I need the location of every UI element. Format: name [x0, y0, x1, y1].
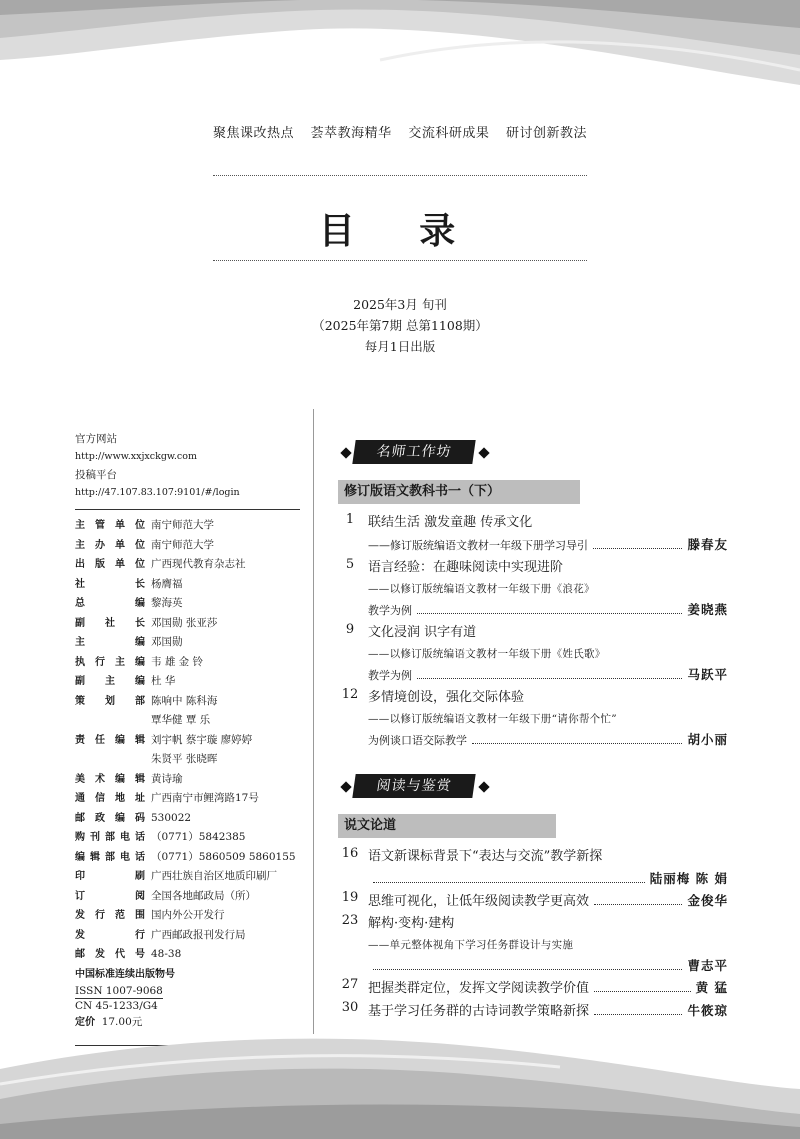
- article-entry[interactable]: [338, 890, 728, 913]
- masthead-label: 美术编辑: [75, 773, 145, 785]
- article-author: 姜晓燕: [687, 602, 728, 617]
- article-entry[interactable]: [338, 622, 728, 687]
- submit-label: 投稿平台: [75, 469, 117, 481]
- article-author-line: [368, 729, 728, 752]
- top-wave-decoration: [0, 0, 800, 120]
- masthead-label: 发行: [75, 929, 145, 941]
- website-url[interactable]: http://www.xxjxckgw.com: [75, 451, 197, 462]
- masthead-value-line: 48-38: [151, 948, 182, 960]
- masthead-value-line: 广西邮政报刊发行局: [151, 928, 246, 941]
- page-title: 目 录: [318, 210, 482, 252]
- article-author-line: [368, 955, 728, 977]
- article-author: 胡小丽: [687, 732, 728, 747]
- issue-date: 2025年3月 旬刊: [353, 297, 447, 312]
- issue-number: （2025年第7期 总第1108期）: [312, 318, 488, 333]
- cn-number: CN 45-1233/G4: [75, 999, 158, 1012]
- leader-dots: [594, 904, 682, 905]
- masthead-row: [75, 555, 310, 575]
- masthead-value-line: 邓国勋 张亚莎: [151, 616, 218, 629]
- article-title: 语言经验：在趣味阅读中实现进阶: [368, 560, 564, 575]
- masthead-row: [75, 575, 310, 595]
- masthead-value-line: 韦 雄 金 铃: [151, 655, 204, 668]
- masthead-row: [75, 594, 310, 614]
- page-number: 9: [345, 622, 355, 637]
- article-entry[interactable]: [338, 846, 728, 890]
- masthead-label: 社长: [75, 578, 145, 590]
- bottom-wave-decoration: [0, 1029, 800, 1139]
- article-entry[interactable]: [338, 1000, 728, 1023]
- masthead-value-line: 南宁师范大学: [151, 519, 214, 531]
- leader-dots: [594, 991, 691, 992]
- masthead-label: 通信地址: [75, 793, 145, 804]
- diamond-icon: [340, 781, 351, 792]
- masthead-label: 印刷: [75, 871, 145, 882]
- page-number: 16: [341, 846, 359, 861]
- article-title: 语文新课标背景下“表达与交流”教学新探: [368, 849, 603, 864]
- article-author: 牛筱琼: [687, 1003, 728, 1018]
- masthead-value-line: 黎海英: [151, 597, 183, 609]
- masthead-label: 策划部: [75, 695, 145, 707]
- masthead-row: [75, 906, 310, 926]
- masthead-label: 执行主编: [75, 656, 145, 668]
- article-entry[interactable]: [338, 557, 728, 622]
- article-entry[interactable]: [338, 913, 728, 977]
- leader-dots: [472, 743, 682, 744]
- masthead-value: [151, 809, 310, 829]
- masthead-value: [151, 633, 310, 653]
- masthead-value-line: （0771）5860509 5860155: [151, 850, 296, 863]
- masthead-value-line: 刘宇帆 蔡宇璇 廖婷婷: [151, 733, 253, 746]
- masthead-label: 主管单位: [75, 520, 145, 531]
- article-subtitle: ——以修订版统编语文教材一年级下册《浪花》: [368, 583, 595, 595]
- article-subtitle-cont: 为例谈口语交际教学: [368, 734, 467, 747]
- article-subtitle: ——单元整体视角下学习任务群设计与实施: [368, 939, 574, 951]
- masthead-label: 邮发代号: [75, 949, 145, 960]
- masthead-value: [151, 555, 310, 575]
- masthead-row: [75, 672, 310, 692]
- section-heading: [338, 440, 728, 466]
- masthead-value: [151, 672, 310, 692]
- article-title-line: [368, 890, 728, 913]
- article-entry[interactable]: [338, 512, 728, 557]
- article-author: 曹志平: [687, 958, 728, 973]
- masthead-value-line: 广西南宁市鲤湾路17号: [151, 792, 259, 804]
- article-title: 思维可视化，让低年级阅读教学更高效: [368, 894, 590, 909]
- masthead-row: [75, 926, 310, 946]
- masthead-rows: [75, 516, 310, 965]
- article-subtitle-line: [368, 534, 728, 557]
- article-author-line: [368, 664, 728, 687]
- page-number: 23: [341, 913, 359, 928]
- article-author-line: [368, 868, 728, 890]
- masthead-value-line: 南宁师范大学: [151, 538, 214, 551]
- masthead-label: 副主编: [75, 676, 145, 687]
- page-number: 12: [341, 687, 359, 702]
- column-heading: 说文论道: [338, 814, 556, 838]
- section-heading: [338, 774, 728, 800]
- masthead-row: [75, 516, 310, 536]
- masthead-value-line: 530022: [151, 811, 192, 824]
- masthead-label: 副社长: [75, 617, 145, 629]
- issn: ISSN 1007-9068: [75, 984, 163, 997]
- masthead-row: [75, 867, 310, 887]
- masthead-value: [151, 516, 310, 536]
- leader-dots: [373, 969, 682, 970]
- masthead-value-line: 国内外公开发行: [151, 909, 225, 921]
- price-value: 17.00元: [101, 1015, 143, 1028]
- divider-top: [213, 175, 587, 176]
- masthead-value-line: 覃华健 覃 乐: [151, 714, 211, 726]
- masthead-rule: [75, 509, 300, 510]
- masthead-value-line: 杜 华: [151, 675, 176, 687]
- article-subtitle-cont: 教学为例: [368, 604, 412, 617]
- leader-dots: [594, 1014, 682, 1015]
- masthead-row: [75, 653, 310, 673]
- masthead-label: 总编: [75, 598, 145, 609]
- submit-url[interactable]: http://47.107.83.107:9101/#/login: [75, 487, 240, 498]
- masthead-row: [75, 731, 310, 770]
- masthead-label: 主办单位: [75, 539, 145, 551]
- article-title: 解构·变构·建构: [368, 916, 455, 931]
- article-author: 陆丽梅 陈 娟: [649, 871, 728, 886]
- masthead-value: [151, 867, 310, 887]
- section-title: 名师工作坊: [352, 440, 475, 464]
- leader-dots: [417, 613, 682, 614]
- issue-publish: 每月1日出版: [364, 339, 436, 354]
- masthead-row: [75, 828, 310, 848]
- page-number: 19: [341, 890, 359, 905]
- article-author: 金俊华: [687, 893, 728, 908]
- article-author: 马跃平: [687, 667, 728, 682]
- divider-bottom: [213, 260, 587, 261]
- article-subtitle-cont: 教学为例: [368, 669, 412, 682]
- leader-dots: [373, 882, 645, 883]
- article-author: 滕春友: [687, 537, 728, 552]
- masthead-row: [75, 887, 310, 907]
- section-title: 阅读与鉴赏: [352, 774, 475, 798]
- masthead-value: [151, 575, 310, 595]
- masthead-label: 购刊部电话: [75, 832, 145, 843]
- diamond-icon: [478, 781, 489, 792]
- slogan-3: 交流科研成果: [408, 126, 490, 141]
- masthead-label: 主编: [75, 637, 145, 648]
- masthead-value: [151, 614, 310, 634]
- masthead-row: [75, 536, 310, 556]
- article-author-line: [368, 599, 728, 622]
- article-author: 黄 猛: [695, 980, 728, 995]
- diamond-icon: [340, 447, 351, 458]
- price-label: 定价: [75, 1016, 95, 1028]
- masthead-value: [151, 906, 310, 926]
- masthead-value: [151, 789, 310, 809]
- masthead: [75, 430, 310, 1032]
- article-entry[interactable]: [338, 977, 728, 1000]
- article-subtitle: ——修订版统编语文教材一年级下册学习导引: [368, 539, 588, 552]
- column-heading: 修订版语文教科书一（下）: [338, 480, 580, 504]
- masthead-row: [75, 789, 310, 809]
- masthead-value-line: 陈响中 陈科海: [151, 694, 218, 707]
- table-of-contents: [338, 440, 728, 1023]
- masthead-label: 邮政编码: [75, 812, 145, 824]
- masthead-value: [151, 887, 310, 907]
- article-title: 多情境创设，强化交际体验: [368, 690, 525, 705]
- masthead-value-line: （0771）5842385: [151, 831, 246, 843]
- issue-info: [0, 294, 800, 357]
- masthead-value-line: 广西现代教育杂志社: [151, 558, 246, 570]
- masthead-row: [75, 945, 310, 965]
- masthead-value-line: 全国各地邮政局（所）: [151, 889, 256, 902]
- masthead-label: 出版单位: [75, 559, 145, 570]
- slogan-4: 研讨创新教法: [505, 126, 587, 141]
- page-number: 1: [345, 512, 355, 527]
- page-number: 30: [341, 1000, 359, 1015]
- std-serial-label: 中国标准连续出版物号: [75, 968, 175, 980]
- masthead-value-line: 广西壮族自治区地质印刷厂: [151, 870, 277, 882]
- masthead-value: [151, 594, 310, 614]
- masthead-label: 编辑部电话: [75, 851, 145, 863]
- masthead-label: 发行范围: [75, 910, 145, 921]
- article-subtitle: ——以修订版统编语文教材一年级下册“请你帮个忙”: [368, 713, 617, 725]
- article-entry[interactable]: [338, 687, 728, 752]
- masthead-label: 责任编辑: [75, 734, 145, 746]
- slogan-1: 聚焦课改热点: [213, 126, 295, 141]
- masthead-value-line: 邓国勋: [151, 636, 183, 648]
- slogan-2: 荟萃教海精华: [310, 126, 392, 141]
- article-title: 基于学习任务群的古诗词教学策略新探: [368, 1004, 590, 1019]
- article-title: 联结生活 激发童趣 传承文化: [368, 515, 533, 530]
- masthead-row: [75, 770, 310, 790]
- slogan-line: [0, 122, 800, 141]
- masthead-value: [151, 848, 310, 868]
- leader-dots: [417, 678, 682, 679]
- masthead-value: [151, 828, 310, 848]
- column-divider: [313, 409, 314, 1034]
- masthead-value-line: 杨膺福: [151, 577, 183, 590]
- masthead-value: [151, 945, 310, 965]
- masthead-value: [151, 692, 310, 731]
- article-title: 文化浸润 识字有道: [368, 625, 477, 640]
- masthead-row: [75, 848, 310, 868]
- masthead-value: [151, 731, 310, 770]
- masthead-row: [75, 633, 310, 653]
- diamond-icon: [478, 447, 489, 458]
- article-subtitle: ——以修订版统编语文教材一年级下册《姓氏歌》: [368, 648, 606, 660]
- article-title-line: [368, 977, 728, 1000]
- masthead-label: 订阅: [75, 890, 145, 902]
- page-number: 5: [345, 557, 355, 572]
- masthead-value: [151, 536, 310, 556]
- article-title: 把握类群定位，发挥文学阅读教学价值: [368, 981, 590, 996]
- masthead-value: [151, 926, 310, 946]
- masthead-row: [75, 614, 310, 634]
- leader-dots: [593, 548, 682, 549]
- masthead-value-line: 黄诗瑜: [151, 772, 183, 785]
- article-title-line: [368, 1000, 728, 1023]
- masthead-row: [75, 809, 310, 829]
- masthead-value: [151, 653, 310, 673]
- page-number: 27: [341, 977, 359, 992]
- masthead-row: [75, 692, 310, 731]
- masthead-value: [151, 770, 310, 790]
- website-label: 官方网站: [75, 433, 117, 445]
- masthead-value-line: 朱贤平 张晓晖: [151, 753, 218, 765]
